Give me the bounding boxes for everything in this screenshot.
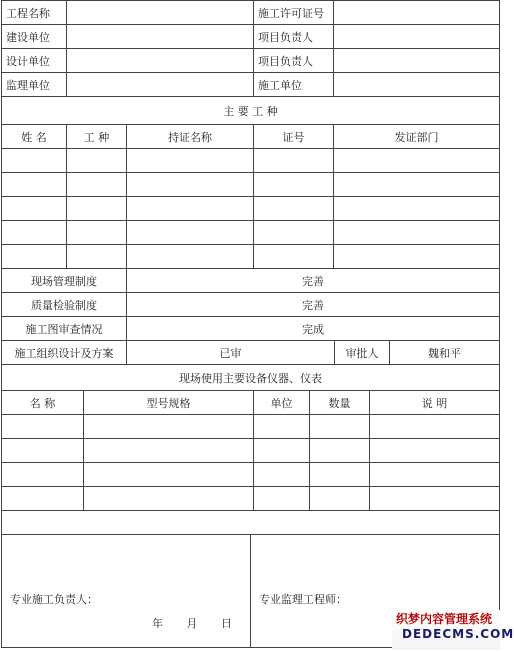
signature-date: 年 月 日 [152, 617, 232, 630]
permit-label: 施工许可证号 [254, 1, 334, 25]
project-name-label: 工程名称 [2, 1, 67, 25]
trade-row [2, 245, 500, 269]
trade-row [2, 173, 500, 197]
mgmt-label-1: 质量检验制度 [2, 293, 127, 317]
contractor-signature-label: 专业施工负责人： [10, 593, 98, 606]
designer-label: 设计单位 [2, 49, 67, 73]
equipment-title: 现场使用主要设备仪器、仪表 [2, 365, 500, 391]
designer-field[interactable] [67, 49, 254, 73]
col-notes: 说 明 [370, 391, 500, 415]
plan-label: 施工组织设计及方案 [2, 341, 127, 365]
equipment-row [2, 463, 500, 487]
equipment-row [2, 439, 500, 463]
plan-value: 已审 [127, 341, 335, 365]
permit-field[interactable] [334, 1, 500, 25]
watermark-line2: DEDECMS.COM [402, 627, 514, 641]
col-unit: 单位 [254, 391, 310, 415]
pm1-label: 项目负责人 [254, 25, 334, 49]
mgmt-value-2: 完成 [127, 317, 500, 341]
equipment-table [1, 364, 500, 535]
trade-row [2, 221, 500, 245]
equipment-row [2, 487, 500, 511]
contractor-signature-box[interactable] [2, 535, 251, 648]
trade-row [2, 149, 500, 173]
approver-name: 魏和平 [390, 341, 500, 365]
trade-row [2, 197, 500, 221]
col-issuer: 发证部门 [334, 125, 500, 149]
watermark-line1: 织梦内容管理系统 [396, 612, 493, 626]
pm1-field[interactable] [334, 25, 500, 49]
mgmt-label-0: 现场管理制度 [2, 269, 127, 293]
trades-title: 主 要 工 种 [2, 97, 500, 125]
approver-label: 审批人 [335, 341, 390, 365]
contractor-label: 施工单位 [254, 73, 334, 97]
builder-field[interactable] [67, 25, 254, 49]
plan-table [1, 340, 500, 365]
equipment-row [2, 415, 500, 439]
watermark-logo [392, 610, 514, 650]
mgmt-label-2: 施工图审查情况 [2, 317, 127, 341]
pm2-field[interactable] [334, 49, 500, 73]
col-equip-name: 名 称 [2, 391, 84, 415]
mgmt-value-1: 完善 [127, 293, 500, 317]
col-name: 姓 名 [2, 125, 67, 149]
supervisor-label: 监理单位 [2, 73, 67, 97]
col-model: 型号规格 [84, 391, 254, 415]
col-cert-no: 证号 [254, 125, 334, 149]
supervisor-signature-label: 专业监理工程师： [259, 593, 347, 606]
col-cert-name: 持证名称 [127, 125, 254, 149]
equipment-blank-row[interactable] [2, 511, 500, 535]
pm2-label: 项目负责人 [254, 49, 334, 73]
project-name-field[interactable] [67, 1, 254, 25]
builder-label: 建设单位 [2, 25, 67, 49]
contractor-field[interactable] [334, 73, 500, 97]
supervisor-field[interactable] [67, 73, 254, 97]
mgmt-value-0: 完善 [127, 269, 500, 293]
col-trade: 工 种 [67, 125, 127, 149]
form-table [1, 0, 500, 341]
col-qty: 数量 [310, 391, 370, 415]
